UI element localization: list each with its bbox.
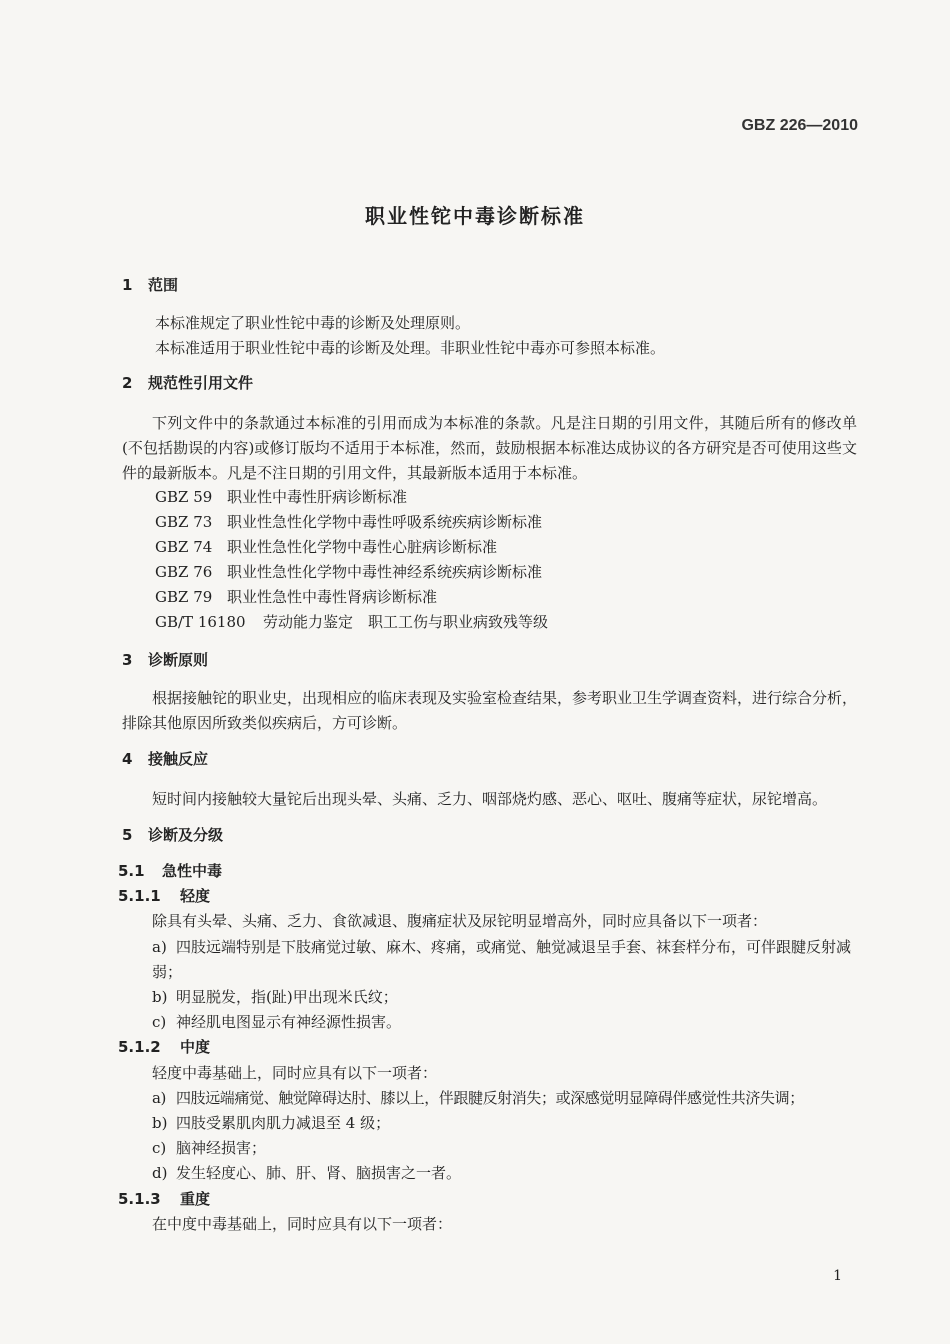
list-item: d) 发生轻度心、肺、肝、肾、脑损害之一者。 <box>152 1164 462 1182</box>
reference-item: GBZ 76 职业性急性化学物中毒性神经系统疾病诊断标准 <box>155 563 543 581</box>
section-1-heading: 1 范围 <box>122 276 179 294</box>
page-title: 职业性铊中毒诊断标准 <box>365 204 585 228</box>
section-2-heading: 2 规范性引用文件 <box>122 374 254 392</box>
section-5-1-2-heading: 5.1.2 中度 <box>118 1038 211 1056</box>
list-item: b) 四肢受累肌肉肌力减退至 4 级； <box>152 1114 391 1132</box>
section-2-paragraph: 下列文件中的条款通过本标准的引用而成为本标准的条款。凡是注日期的引用文件，其随后所有的修改单(不包括勘误的内容)或修订版均不适用于本标准，然而，鼓励根据本标准达成协议的各方研究是否可使用这些文件的最新版本。凡是不注日期的引用文件，其最新版本适用于本标准。 <box>122 414 857 482</box>
section-1-paragraph-1: 本标准规定了职业性铊中毒的诊断及处理原则。 <box>155 314 471 332</box>
list-item: a) 四肢远端痛觉、触觉障碍达肘、膝以上，伴跟腱反射消失；或深感觉明显障碍伴感觉性共济失调； <box>152 1089 804 1107</box>
section-4-paragraph: 短时间内接触较大量铊后出现头晕、头痛、乏力、咽部烧灼感、恶心、呕吐、腹痛等症状，尿铊增高。 <box>152 790 828 808</box>
list-item: c) 脑神经损害； <box>152 1139 267 1157</box>
list-item: a) 四肢远端特别是下肢痛觉过敏、麻木、疼痛，或痛觉、触觉减退呈手套、袜套样分布，可伴跟腱反射减弱； <box>152 938 852 981</box>
section-5-1-2-intro: 轻度中毒基础上，同时应具有以下一项者： <box>152 1064 438 1082</box>
reference-item: GB/T 16180 劳动能力鉴定 职工工伤与职业病致残等级 <box>155 613 549 631</box>
section-4-heading: 4 接触反应 <box>122 750 209 768</box>
reference-item: GBZ 79 职业性急性中毒性肾病诊断标准 <box>155 588 438 606</box>
section-5-1-1-heading: 5.1.1 轻度 <box>118 887 211 905</box>
section-3-heading: 3 诊断原则 <box>122 651 209 669</box>
list-item: c) 神经肌电图显示有神经源性损害。 <box>152 1013 402 1031</box>
page-number: 1 <box>833 1268 842 1284</box>
reference-item: GBZ 59 职业性中毒性肝病诊断标准 <box>155 488 408 506</box>
section-5-heading: 5 诊断及分级 <box>122 826 224 844</box>
section-5-1-3-intro: 在中度中毒基础上，同时应具有以下一项者： <box>152 1215 453 1233</box>
section-3-paragraph: 根据接触铊的职业史，出现相应的临床表现及实验室检查结果，参考职业卫生学调查资料，进行综合分析，排除其他原因所致类似疾病后，方可诊断。 <box>122 689 858 732</box>
standard-number: GBZ 226—2010 <box>741 117 858 134</box>
section-1-paragraph-2: 本标准适用于职业性铊中毒的诊断及处理。非职业性铊中毒亦可参照本标准。 <box>155 339 666 357</box>
reference-item: GBZ 73 职业性急性化学物中毒性呼吸系统疾病诊断标准 <box>155 513 543 531</box>
section-5-1-heading: 5.1 急性中毒 <box>118 862 223 880</box>
reference-item: GBZ 74 职业性急性化学物中毒性心脏病诊断标准 <box>155 538 498 556</box>
section-5-1-1-intro: 除具有头晕、头痛、乏力、食欲减退、腹痛症状及尿铊明显增高外，同时应具备以下一项者： <box>152 912 768 930</box>
list-item: b) 明显脱发，指(趾)甲出现米氏纹； <box>152 988 398 1006</box>
section-5-1-3-heading: 5.1.3 重度 <box>118 1190 211 1208</box>
